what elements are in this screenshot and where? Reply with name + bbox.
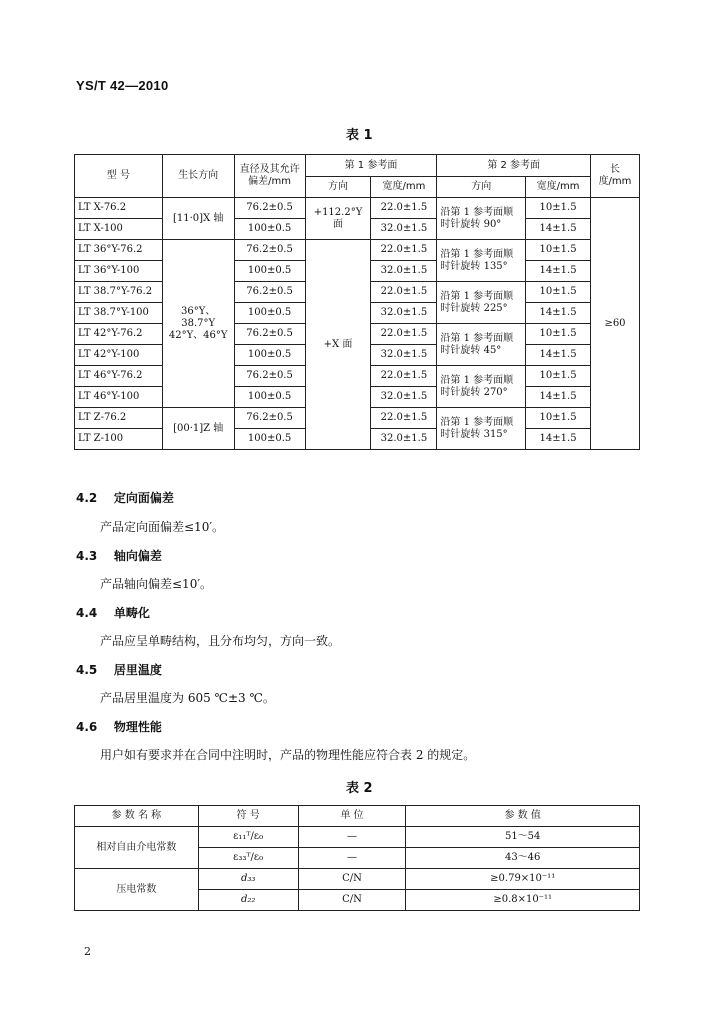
t1-model: LT Z-100 [75, 429, 163, 450]
t1-w1: 22.0±1.5 [371, 408, 437, 429]
table2 [74, 805, 640, 911]
t1-w2: 14±1.5 [526, 429, 591, 450]
th-ref2-width: 宽度/mm [526, 177, 591, 198]
t1-w1: 22.0±1.5 [371, 324, 437, 345]
t1-dia: 76.2±0.5 [234, 408, 305, 429]
t1-dia: 76.2±0.5 [234, 240, 305, 261]
t1-w2: 10±1.5 [526, 240, 591, 261]
th2-unit: 单 位 [298, 806, 406, 827]
t1-dia: 76.2±0.5 [234, 324, 305, 345]
t1-model: LT X-76.2 [75, 198, 163, 219]
section-4-6-text: 用户如有要求并在合同中注明时，产品的物理性能应符合表 2 的规定。 [100, 748, 476, 762]
t1-w1: 22.0±1.5 [371, 198, 437, 219]
t1-growth-x: [11·0]X 轴 [162, 198, 234, 240]
t1-w2: 10±1.5 [526, 324, 591, 345]
th-ref2-dir: 方向 [437, 177, 526, 198]
t1-ref2-dir: 沿第 1 参考面顺 时针旋转 45° [437, 324, 526, 366]
t2-unit: — [298, 848, 406, 869]
t2-param-name: 相对自由介电常数 [75, 827, 199, 869]
t1-w1: 22.0±1.5 [371, 366, 437, 387]
t1-dia: 100±0.5 [234, 303, 305, 324]
th-ref2: 第 2 参考面 [437, 155, 591, 177]
th-model: 型 号 [75, 155, 163, 198]
t1-w2: 14±1.5 [526, 387, 591, 408]
t1-model: LT 42°Y-100 [75, 345, 163, 366]
t1-w2: 10±1.5 [526, 366, 591, 387]
t2-symbol: ε₁₁ᵀ/ε₀ [198, 827, 298, 848]
t1-ref2-dir: 沿第 1 参考面顺 时针旋转 135° [437, 240, 526, 282]
t1-w1: 22.0±1.5 [371, 240, 437, 261]
t2-symbol: ε₃₃ᵀ/ε₀ [198, 848, 298, 869]
th-diameter: 直径及其允许偏差/mm [234, 155, 305, 198]
t1-model: LT 38.7°Y-76.2 [75, 282, 163, 303]
t1-model: LT X-100 [75, 219, 163, 240]
t2-unit: C/N [298, 869, 406, 890]
t1-model: LT 42°Y-76.2 [75, 324, 163, 345]
t1-w1: 32.0±1.5 [371, 261, 437, 282]
t1-dia: 76.2±0.5 [234, 198, 305, 219]
section-4-5-heading: 4.5 居里温度 [76, 663, 162, 677]
t1-model: LT 36°Y-100 [75, 261, 163, 282]
th-ref1-width: 宽度/mm [371, 177, 437, 198]
t1-ref2-dir: 沿第 1 参考面顺 时针旋转 315° [437, 408, 526, 450]
t1-dia: 100±0.5 [234, 387, 305, 408]
th2-value: 参 数 值 [406, 806, 640, 827]
section-4-4-text: 产品应呈单畴结构，且分布均匀，方向一致。 [100, 634, 341, 648]
section-4-4-heading: 4.4 单畴化 [76, 606, 150, 620]
t1-ref2-dir: 沿第 1 参考面顺 时针旋转 90° [437, 198, 526, 240]
table1-title: 表 1 [346, 128, 373, 143]
t1-dia: 76.2±0.5 [234, 366, 305, 387]
t1-growth-z: [00·1]Z 轴 [162, 408, 234, 450]
t1-length: ≥60 [591, 198, 640, 450]
section-4-5-text: 产品居里温度为 605 ℃±3 ℃。 [100, 691, 275, 705]
table1 [74, 154, 640, 450]
t1-w2: 14±1.5 [526, 219, 591, 240]
th-length: 长度/mm [591, 155, 640, 198]
t1-w2: 10±1.5 [526, 282, 591, 303]
t1-model: LT 46°Y-100 [75, 387, 163, 408]
th-ref1-dir: 方向 [305, 177, 371, 198]
table2-title: 表 2 [346, 781, 373, 796]
t2-symbol: d₂₂ [198, 890, 298, 911]
t2-value: ≥0.8×10⁻¹¹ [406, 890, 640, 911]
standard-code: YS/T 42—2010 [76, 78, 169, 93]
t2-value: ≥0.79×10⁻¹¹ [406, 869, 640, 890]
t1-model: LT 46°Y-76.2 [75, 366, 163, 387]
t1-model: LT 38.7°Y-100 [75, 303, 163, 324]
t1-w2: 14±1.5 [526, 261, 591, 282]
t1-ref1-dir-x: +112.2°Y 面 [305, 198, 371, 240]
t1-w1: 32.0±1.5 [371, 345, 437, 366]
t1-model: LT Z-76.2 [75, 408, 163, 429]
t1-w1: 22.0±1.5 [371, 282, 437, 303]
t1-w2: 14±1.5 [526, 345, 591, 366]
th2-name: 参 数 名 称 [75, 806, 199, 827]
t2-value: 43～46 [406, 848, 640, 869]
section-4-6-heading: 4.6 物理性能 [76, 720, 162, 734]
t1-ref2-dir: 沿第 1 参考面顺 时针旋转 270° [437, 366, 526, 408]
t1-w1: 32.0±1.5 [371, 387, 437, 408]
t1-w2: 14±1.5 [526, 303, 591, 324]
t2-symbol: d₃₃ [198, 869, 298, 890]
t1-ref2-dir: 沿第 1 参考面顺 时针旋转 225° [437, 282, 526, 324]
th2-symbol: 符 号 [198, 806, 298, 827]
t2-value: 51～54 [406, 827, 640, 848]
th-growth: 生长方向 [162, 155, 234, 198]
t1-w2: 10±1.5 [526, 408, 591, 429]
t1-dia: 76.2±0.5 [234, 282, 305, 303]
t1-dia: 100±0.5 [234, 345, 305, 366]
t2-unit: — [298, 827, 406, 848]
t2-unit: C/N [298, 890, 406, 911]
section-4-2-heading: 4.2 定向面偏差 [76, 491, 174, 505]
page-number: 2 [84, 945, 91, 958]
t1-growth-y: 36°Y、38.7°Y 42°Y、46°Y [162, 240, 234, 408]
t1-w1: 32.0±1.5 [371, 219, 437, 240]
t1-dia: 100±0.5 [234, 429, 305, 450]
th-ref1: 第 1 参考面 [305, 155, 437, 177]
t2-param-name: 压电常数 [75, 869, 199, 911]
t1-dia: 100±0.5 [234, 219, 305, 240]
t1-ref1-dir-other: +X 面 [305, 240, 371, 450]
section-4-3-heading: 4.3 轴向偏差 [76, 549, 162, 563]
t1-w2: 10±1.5 [526, 198, 591, 219]
section-4-2-text: 产品定向面偏差≤10′。 [100, 520, 225, 534]
t1-w1: 32.0±1.5 [371, 429, 437, 450]
t1-w1: 32.0±1.5 [371, 303, 437, 324]
t1-dia: 100±0.5 [234, 261, 305, 282]
section-4-3-text: 产品轴向偏差≤10′。 [100, 577, 213, 591]
t1-model: LT 36°Y-76.2 [75, 240, 163, 261]
